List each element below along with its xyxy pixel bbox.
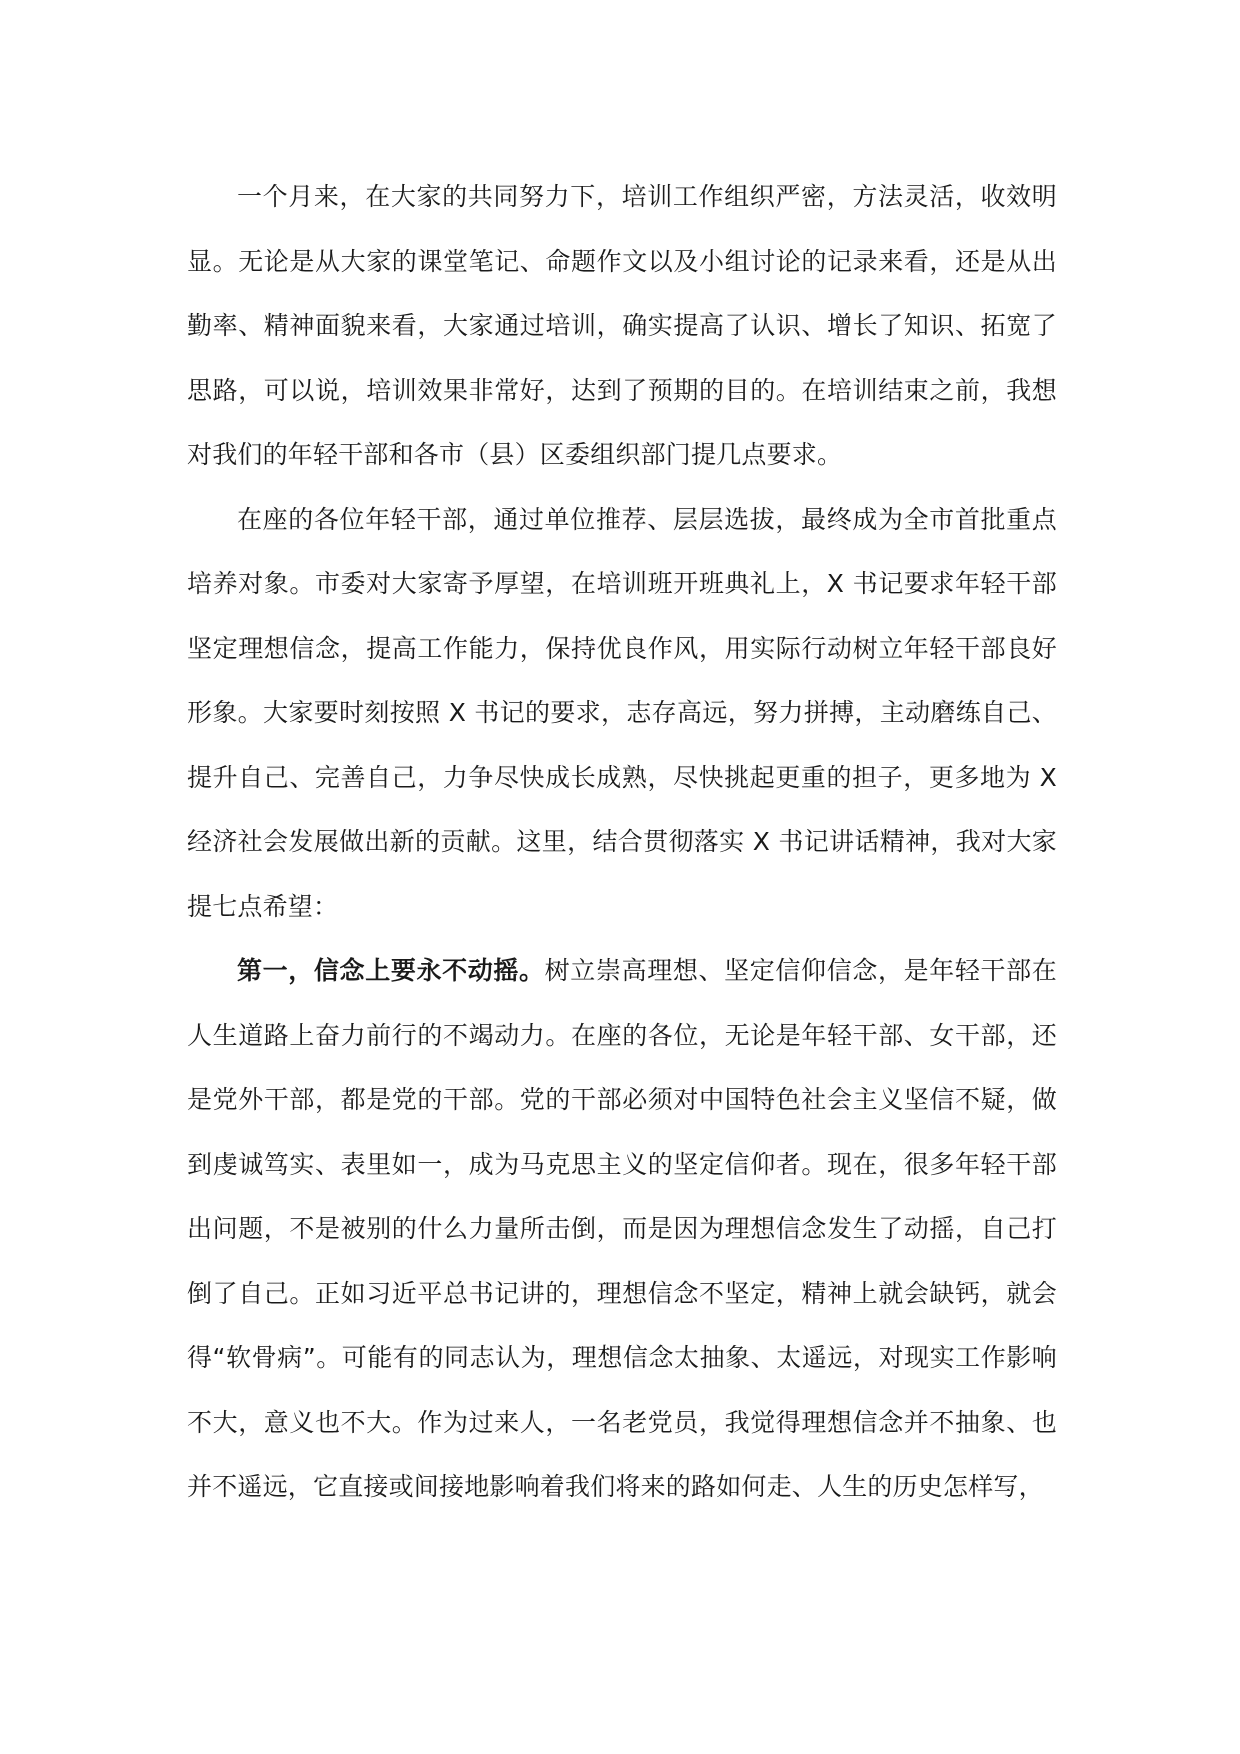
paragraph-1 bbox=[187, 165, 1057, 488]
document-body bbox=[187, 165, 1057, 1520]
paragraph-1-text: 一个月来，在大家的共同努力下，培训工作组织严密，方法灵活，收效明显。无论是从大家的课堂笔记、命题作文以及小组讨论的记录来看，还是从出勤率、精神面貌来看，大家通过培训，确实提高了认识、增长了知识、拓宽了思路，可以说，培训效果非常好，达到了预期的目的。在培训结束之前，我想对我们的年轻干部和各市（县）区委组织部门提几点要求。 bbox=[187, 182, 1057, 469]
paragraph-3 bbox=[187, 939, 1057, 1520]
paragraph-2 bbox=[187, 488, 1057, 940]
paragraph-3-lead: 第一，信念上要永不动摇。 bbox=[237, 956, 545, 985]
paragraph-2-text: 在座的各位年轻干部，通过单位推荐、层层选拔，最终成为全市首批重点培养对象。市委对大家寄予厚望，在培训班开班典礼上，X 书记要求年轻干部坚定理想信念，提高工作能力，保持优良作风，用实际行动树立年轻干部良好形象。大家要时刻按照 X 书记的要求，志存高远，努力拼搏，主动磨练自己、提升自己、完善自己，力争尽快成长成熟，尽快挑起更重的担子，更多地为 X 经济社会发展做出新的贡献。这里，结合贯彻落实 X 书记讲话精神，我对大家提七点希望： bbox=[187, 504, 1057, 921]
paragraph-3-text: 树立崇高理想、坚定信仰信念，是年轻干部在人生道路上奋力前行的不竭动力。在座的各位，无论是年轻干部、女干部，还是党外干部，都是党的干部。党的干部必须对中国特色社会主义坚信不疑，做到虔诚笃实、表里如一，成为马克思主义的坚定信仰者。现在，很多年轻干部出问题，不是被别的什么力量所击倒，而是因为理想信念发生了动摇，自己打倒了自己。正如习近平总书记讲的，理想信念不坚定，精神上就会缺钙，就会得“软骨病”。可能有的同志认为，理想信念太抽象、太遥远，对现实工作影响不大，意义也不大。作为过来人，一名老党员，我觉得理想信念并不抽象、也并不遥远，它直接或间接地影响着我们将来的路如何走、人生的历史怎样写， bbox=[187, 956, 1057, 1501]
